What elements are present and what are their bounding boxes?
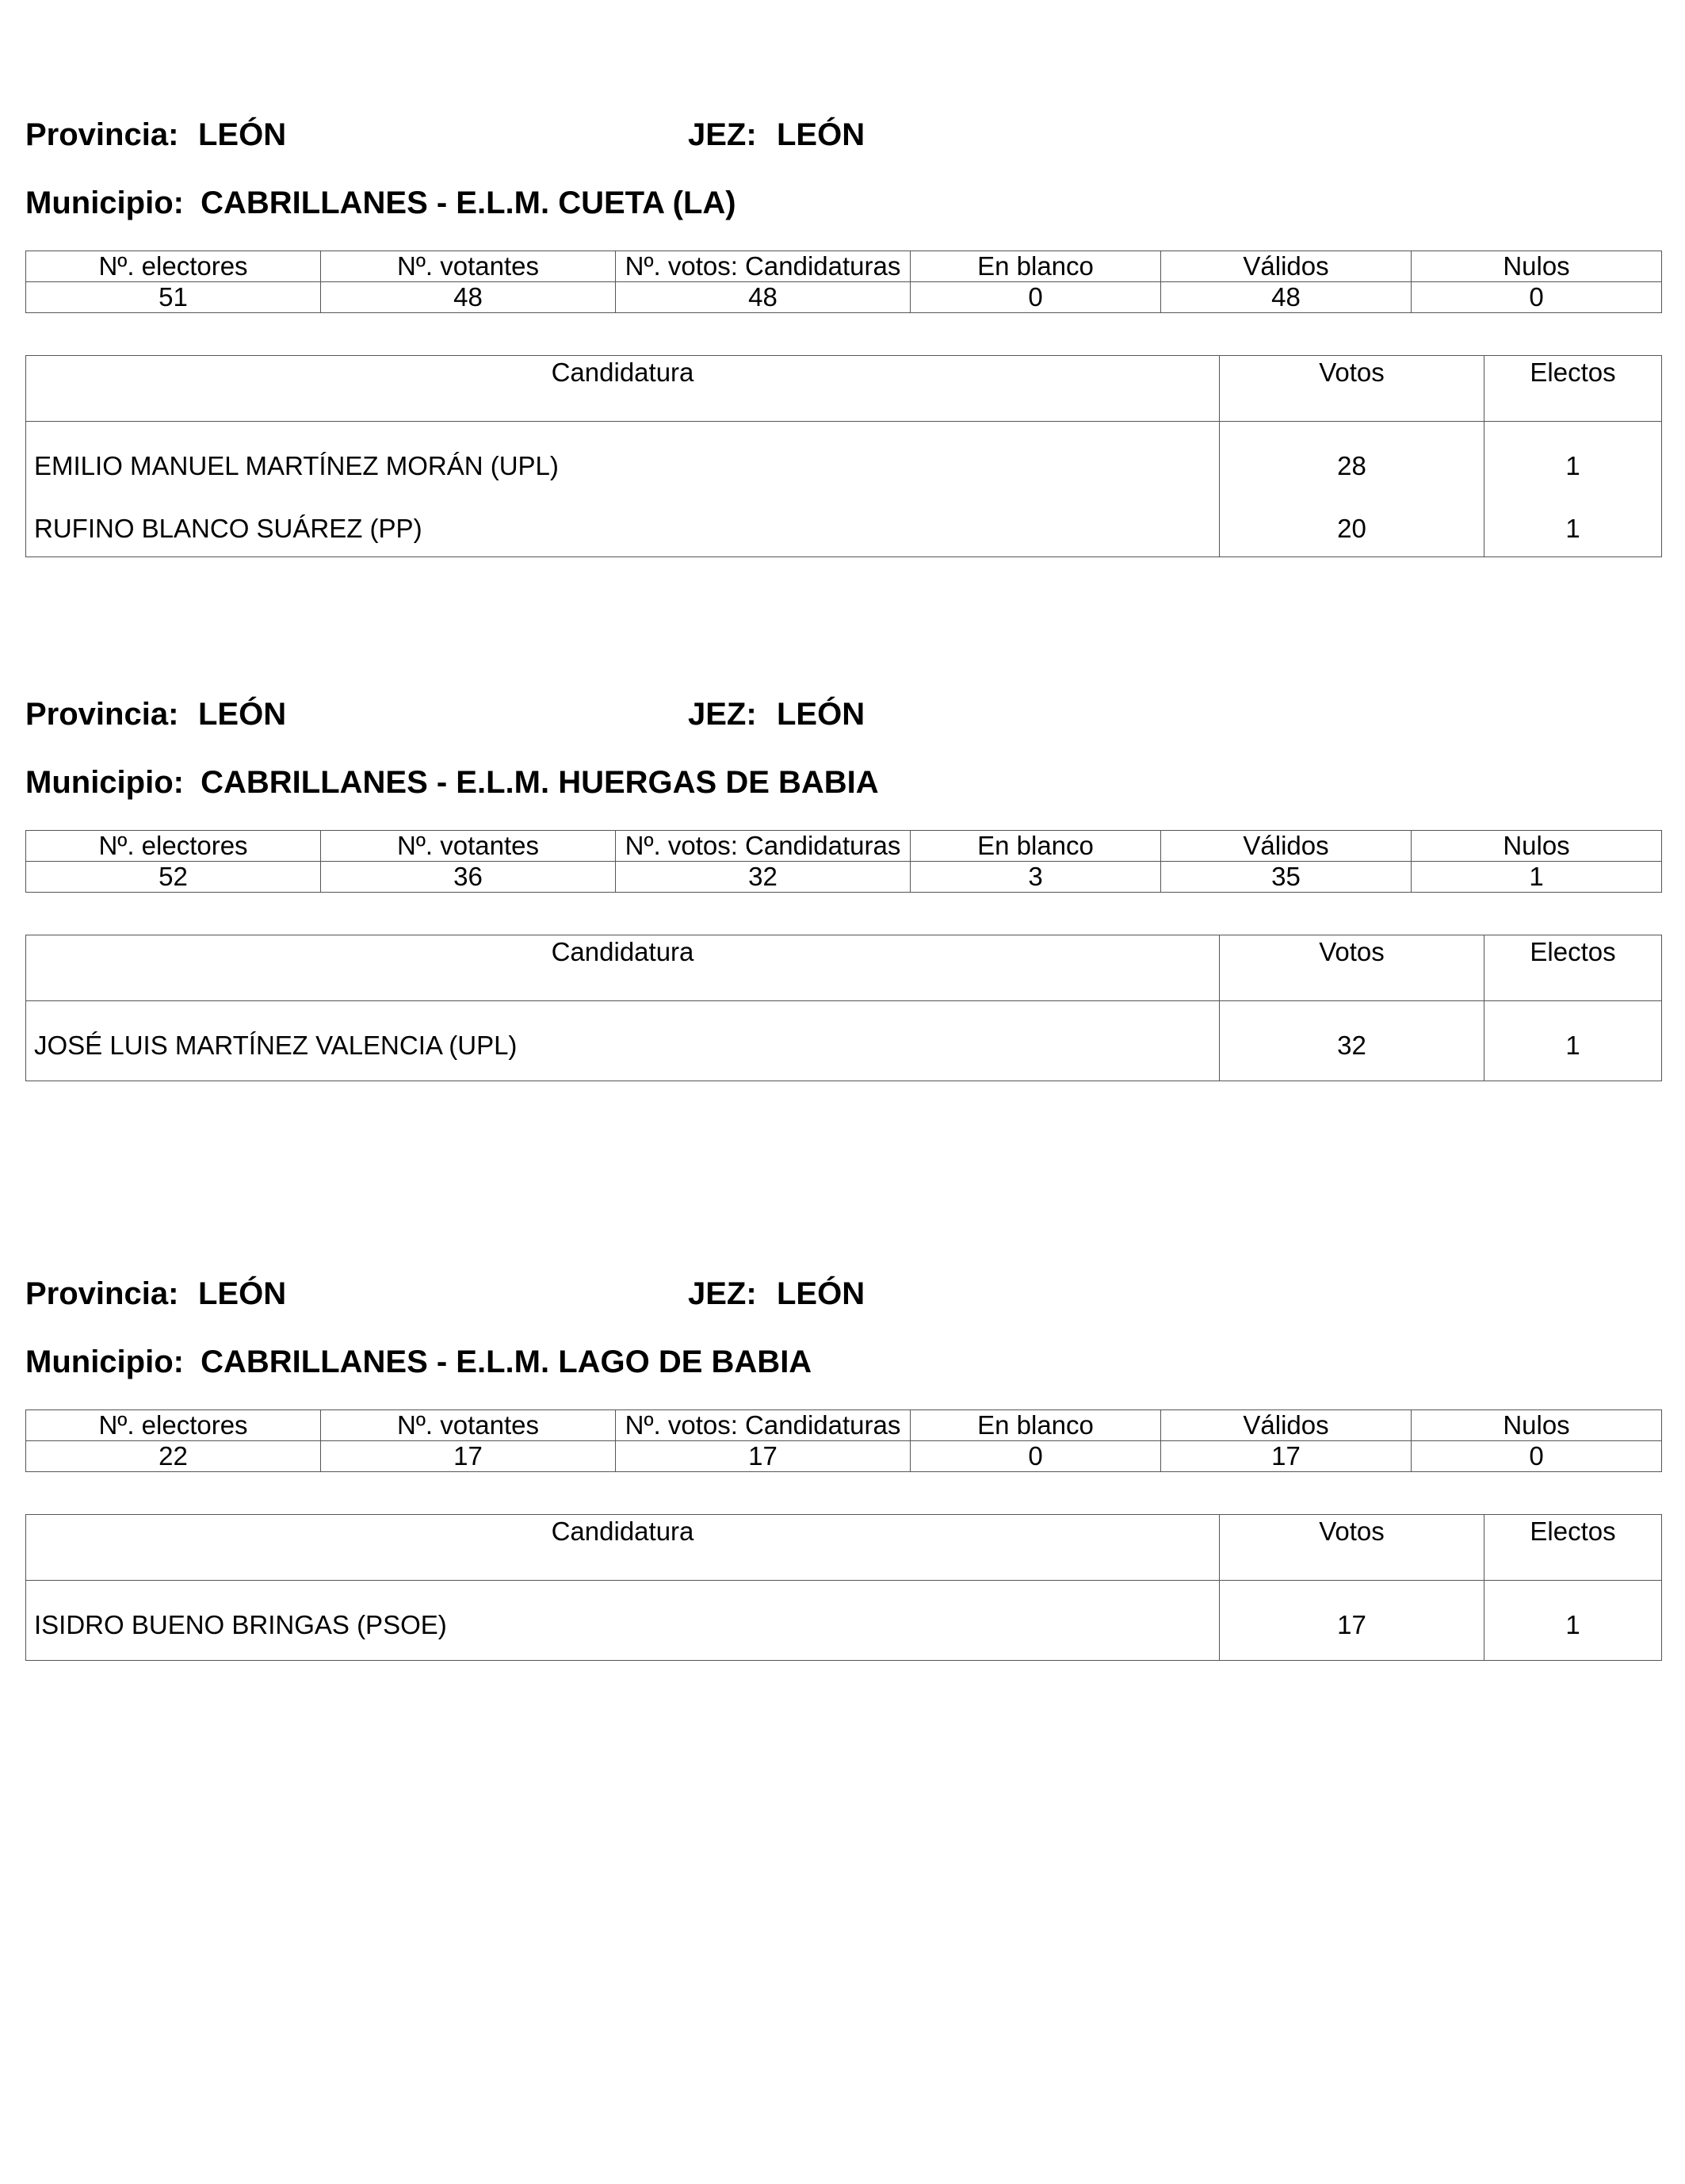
stats-value-nulos: 0 [1412, 282, 1662, 313]
provincia-line [25, 692, 1661, 740]
stats-header-votantes: Nº. votantes [321, 831, 616, 862]
stats-value-validos: 48 [1161, 282, 1412, 313]
stats-header-nulos: Nulos [1412, 251, 1662, 282]
stats-header-nulos: Nulos [1412, 1410, 1662, 1441]
candidates-header-electos: Electos [1484, 1515, 1662, 1581]
stats-header-en-blanco: En blanco [911, 251, 1161, 282]
provincia-value: LEÓN [198, 697, 287, 732]
candidate-row [26, 1581, 1662, 1661]
candidates-table [25, 1514, 1662, 1661]
stats-header-electores: Nº. electores [26, 831, 321, 862]
stats-header-validos: Válidos [1161, 831, 1412, 862]
provincia-label: Provincia: [25, 697, 179, 732]
candidates-header-votos: Votos [1220, 356, 1484, 422]
municipio-line [25, 186, 736, 221]
stats-value-en-blanco: 0 [911, 1441, 1161, 1472]
candidates-header-row [26, 356, 1662, 422]
stats-value-votantes: 17 [321, 1441, 616, 1472]
stats-table [25, 1409, 1662, 1472]
stats-header-votantes: Nº. votantes [321, 251, 616, 282]
stats-table [25, 830, 1662, 893]
jez-label: JEZ: [688, 1276, 757, 1311]
stats-value-electores: 22 [26, 1441, 321, 1472]
municipio-label: Municipio: [25, 1344, 184, 1379]
stats-value-votantes: 36 [321, 862, 616, 893]
candidate-row [26, 501, 1662, 557]
stats-value-en-blanco: 3 [911, 862, 1161, 893]
stats-header-row [26, 831, 1662, 862]
provincia-label: Provincia: [25, 1276, 179, 1311]
candidates-table [25, 935, 1662, 1081]
stats-header-votos-candidaturas: Nº. votos: Candidaturas [616, 251, 911, 282]
jez-value: LEÓN [777, 697, 865, 732]
stats-header-votos-candidaturas: Nº. votos: Candidaturas [616, 831, 911, 862]
stats-header-validos: Válidos [1161, 1410, 1412, 1441]
candidates-header-candidatura: Candidatura [26, 1515, 1220, 1581]
provincia-label: Provincia: [25, 117, 179, 152]
stats-header-row [26, 1410, 1662, 1441]
stats-value-nulos: 1 [1412, 862, 1662, 893]
stats-value-en-blanco: 0 [911, 282, 1161, 313]
stats-value-electores: 52 [26, 862, 321, 893]
stats-header-votantes: Nº. votantes [321, 1410, 616, 1441]
candidates-header-row [26, 935, 1662, 1001]
municipio-value: CABRILLANES - E.L.M. CUETA (LA) [201, 186, 736, 220]
candidate-votos: 32 [1220, 1001, 1484, 1081]
candidates-header-candidatura: Candidatura [26, 935, 1220, 1001]
candidates-header-row [26, 1515, 1662, 1581]
stats-value-votos-candidaturas: 17 [616, 1441, 911, 1472]
stats-value-votantes: 48 [321, 282, 616, 313]
candidate-votos: 17 [1220, 1581, 1484, 1661]
stats-value-row [26, 1441, 1662, 1472]
jez-value: LEÓN [777, 1276, 865, 1311]
candidate-row [26, 422, 1662, 502]
candidate-electos: 1 [1484, 1001, 1662, 1081]
candidate-votos: 20 [1220, 501, 1484, 557]
candidate-name: JOSÉ LUIS MARTÍNEZ VALENCIA (UPL) [26, 1001, 1220, 1081]
candidate-name: EMILIO MANUEL MARTÍNEZ MORÁN (UPL) [26, 422, 1220, 502]
candidate-electos: 1 [1484, 501, 1662, 557]
candidates-header-candidatura: Candidatura [26, 356, 1220, 422]
stats-header-en-blanco: En blanco [911, 1410, 1161, 1441]
candidates-header-electos: Electos [1484, 935, 1662, 1001]
stats-header-en-blanco: En blanco [911, 831, 1161, 862]
municipio-label: Municipio: [25, 186, 184, 220]
stats-value-votos-candidaturas: 32 [616, 862, 911, 893]
candidates-header-electos: Electos [1484, 356, 1662, 422]
stats-table [25, 251, 1662, 313]
stats-value-row [26, 282, 1662, 313]
provincia-value: LEÓN [198, 1276, 287, 1311]
jez-label: JEZ: [688, 117, 757, 152]
stats-header-electores: Nº. electores [26, 1410, 321, 1441]
municipio-value: CABRILLANES - E.L.M. LAGO DE BABIA [201, 1344, 812, 1379]
candidate-votos: 28 [1220, 422, 1484, 502]
jez-label: JEZ: [688, 697, 757, 732]
stats-value-validos: 17 [1161, 1441, 1412, 1472]
provincia-line [25, 113, 1661, 160]
municipio-line [25, 765, 879, 801]
stats-header-votos-candidaturas: Nº. votos: Candidaturas [616, 1410, 911, 1441]
stats-value-nulos: 0 [1412, 1441, 1662, 1472]
candidates-table [25, 355, 1662, 557]
provincia-line [25, 1272, 1661, 1319]
candidates-header-votos: Votos [1220, 1515, 1484, 1581]
provincia-value: LEÓN [198, 117, 287, 152]
stats-header-validos: Válidos [1161, 251, 1412, 282]
candidate-electos: 1 [1484, 1581, 1662, 1661]
stats-header-nulos: Nulos [1412, 831, 1662, 862]
stats-value-electores: 51 [26, 282, 321, 313]
candidate-name: ISIDRO BUENO BRINGAS (PSOE) [26, 1581, 1220, 1661]
stats-value-row [26, 862, 1662, 893]
municipio-label: Municipio: [25, 765, 184, 800]
candidate-electos: 1 [1484, 422, 1662, 502]
stats-value-validos: 35 [1161, 862, 1412, 893]
jez-value: LEÓN [777, 117, 865, 152]
candidate-name: RUFINO BLANCO SUÁREZ (PP) [26, 501, 1220, 557]
municipio-line [25, 1344, 812, 1380]
stats-header-row [26, 251, 1662, 282]
candidate-row [26, 1001, 1662, 1081]
municipio-value: CABRILLANES - E.L.M. HUERGAS DE BABIA [201, 765, 879, 800]
candidates-header-votos: Votos [1220, 935, 1484, 1001]
stats-header-electores: Nº. electores [26, 251, 321, 282]
stats-value-votos-candidaturas: 48 [616, 282, 911, 313]
